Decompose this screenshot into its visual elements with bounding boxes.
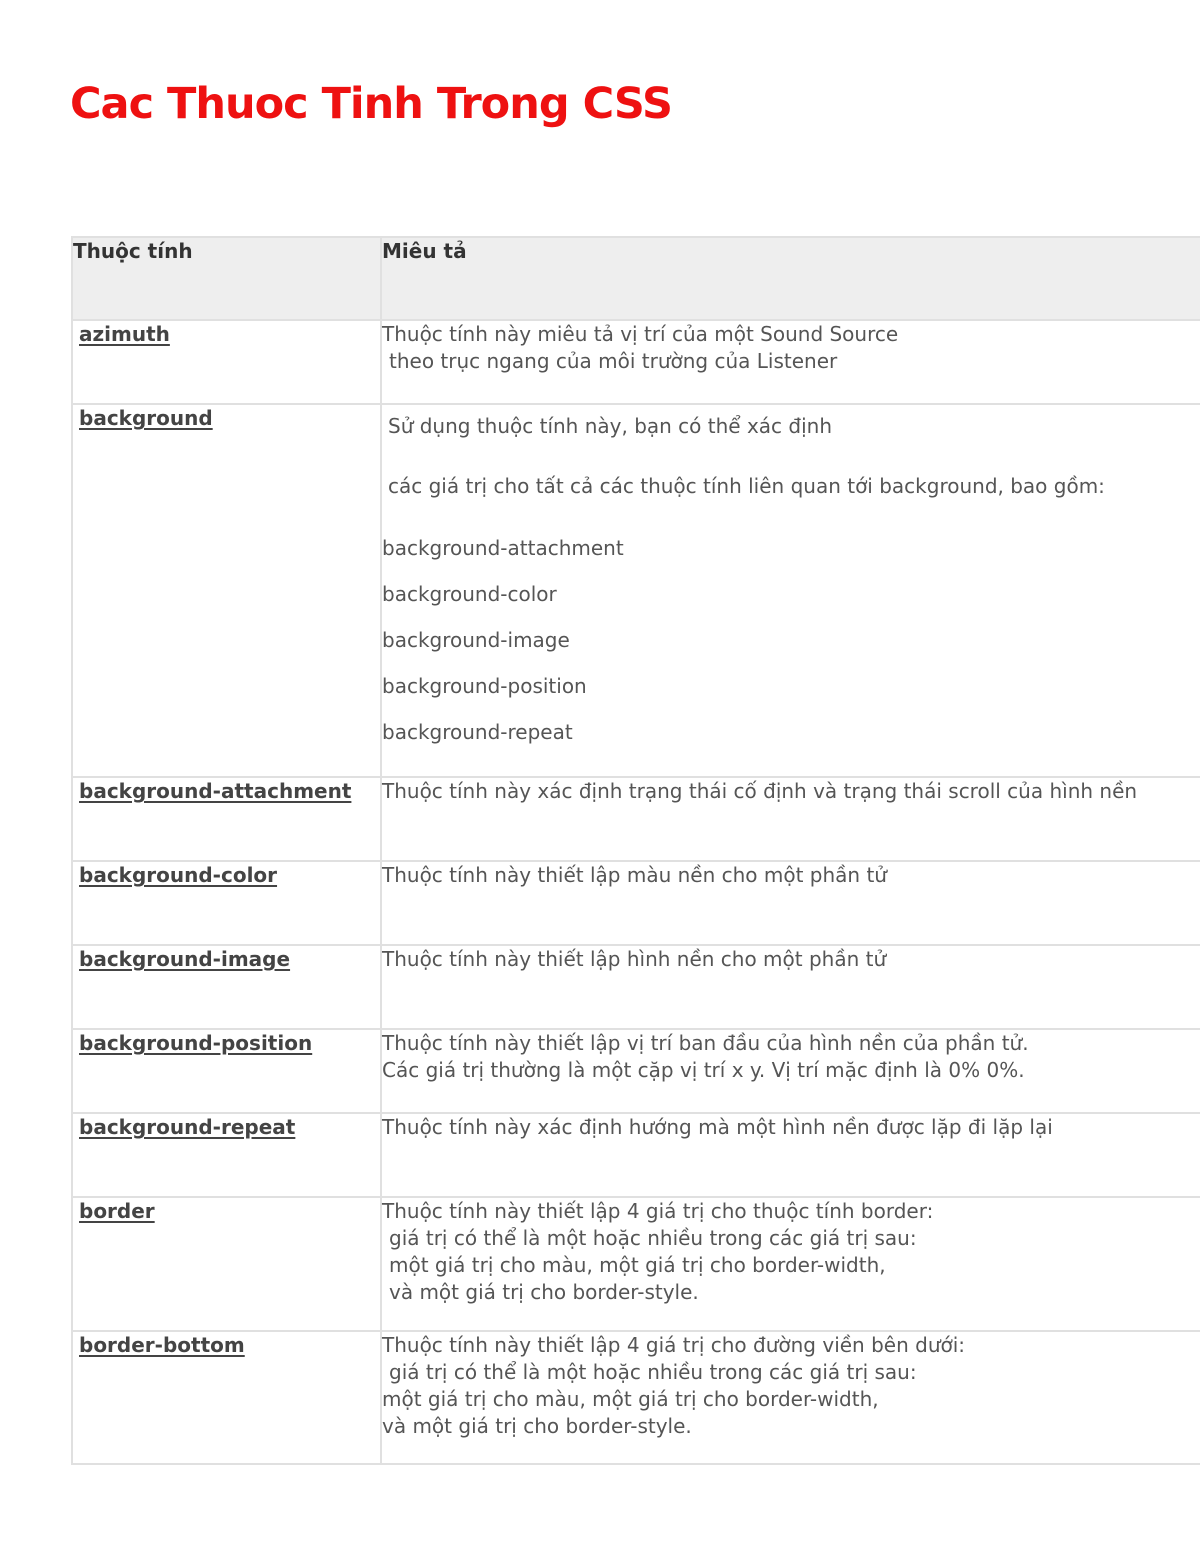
description-line: và một giá trị cho border-style. — [382, 1414, 692, 1438]
property-cell — [72, 1029, 381, 1113]
property-cell — [72, 777, 381, 861]
description-line: theo trục ngang của môi trường của Listener — [389, 349, 838, 373]
description-line: Thuộc tính này thiết lập 4 giá trị cho đường viền bên dưới: — [382, 1333, 966, 1357]
page-title: Cac Thuoc Tinh Trong CSS — [70, 79, 672, 129]
description-cell — [381, 861, 1200, 945]
property-cell — [72, 320, 381, 404]
description-cell — [381, 1113, 1200, 1197]
list-item: background-image — [382, 628, 570, 652]
table-row — [72, 404, 1200, 777]
table-row — [72, 320, 1200, 404]
table-row — [72, 1197, 1200, 1331]
description-line: Sử dụng thuộc tính này, bạn có thể xác định — [388, 414, 833, 438]
description-cell — [381, 777, 1200, 861]
property-link-border-bottom[interactable]: border-bottom — [79, 1333, 245, 1357]
property-cell — [72, 1197, 381, 1331]
description-line: Thuộc tính này thiết lập màu nền cho một phần tử — [382, 863, 887, 887]
column-header-description: Miêu tả — [381, 237, 1200, 320]
table-row — [72, 1029, 1200, 1113]
list-item: background-color — [382, 582, 557, 606]
description-cell — [381, 1029, 1200, 1113]
description-line: Thuộc tính này xác định trạng thái cố định và trạng thái scroll của hình nền — [382, 779, 1138, 803]
property-link-background[interactable]: background — [79, 406, 213, 430]
description-cell — [381, 945, 1200, 1029]
description-line: một giá trị cho màu, một giá trị cho border-width, — [382, 1387, 879, 1411]
description-line: Thuộc tính này thiết lập vị trí ban đầu của hình nền của phần tử. — [382, 1031, 1029, 1055]
description-line: các giá trị cho tất cả các thuộc tính liên quan tới background, bao gồm: — [388, 474, 1105, 498]
property-link-border[interactable]: border — [79, 1199, 155, 1223]
property-cell — [72, 1331, 381, 1464]
table-row — [72, 1113, 1200, 1197]
table-row — [72, 777, 1200, 861]
css-properties-table — [71, 236, 1200, 1465]
table-row — [72, 945, 1200, 1029]
property-cell — [72, 404, 381, 777]
description-cell — [381, 404, 1200, 777]
description-line: Thuộc tính này xác định hướng mà một hình nền được lặp đi lặp lại — [382, 1115, 1053, 1139]
table-row — [72, 1331, 1200, 1464]
description-line: Thuộc tính này miêu tả vị trí của một Sound Source — [382, 322, 899, 346]
list-item: background-repeat — [382, 720, 573, 744]
table-header-row — [72, 237, 1200, 320]
description-cell — [381, 1197, 1200, 1331]
description-line: Thuộc tính này thiết lập hình nền cho một phần tử — [382, 947, 887, 971]
description-line: và một giá trị cho border-style. — [389, 1280, 699, 1304]
description-line: Các giá trị thường là một cặp vị trí x y. Vị trí mặc định là 0% 0%. — [382, 1058, 1025, 1082]
property-cell — [72, 861, 381, 945]
description-cell — [381, 320, 1200, 404]
description-line: giá trị có thể là một hoặc nhiều trong các giá trị sau: — [389, 1226, 917, 1250]
property-link-background-color[interactable]: background-color — [79, 863, 278, 887]
property-link-background-image[interactable]: background-image — [79, 947, 291, 971]
description-line: một giá trị cho màu, một giá trị cho border-width, — [389, 1253, 886, 1277]
column-header-property: Thuộc tính — [72, 237, 381, 320]
property-cell — [72, 1113, 381, 1197]
property-link-background-attachment[interactable]: background-attachment — [79, 779, 352, 803]
description-cell — [381, 1331, 1200, 1464]
property-link-background-repeat[interactable]: background-repeat — [79, 1115, 296, 1139]
list-item: background-attachment — [382, 536, 624, 560]
list-item: background-position — [382, 674, 587, 698]
table-row — [72, 861, 1200, 945]
description-line: Thuộc tính này thiết lập 4 giá trị cho thuộc tính border: — [382, 1199, 934, 1223]
property-link-background-position[interactable]: background-position — [79, 1031, 313, 1055]
property-link-azimuth[interactable]: azimuth — [79, 322, 170, 346]
description-line: giá trị có thể là một hoặc nhiều trong các giá trị sau: — [389, 1360, 917, 1384]
property-cell — [72, 945, 381, 1029]
